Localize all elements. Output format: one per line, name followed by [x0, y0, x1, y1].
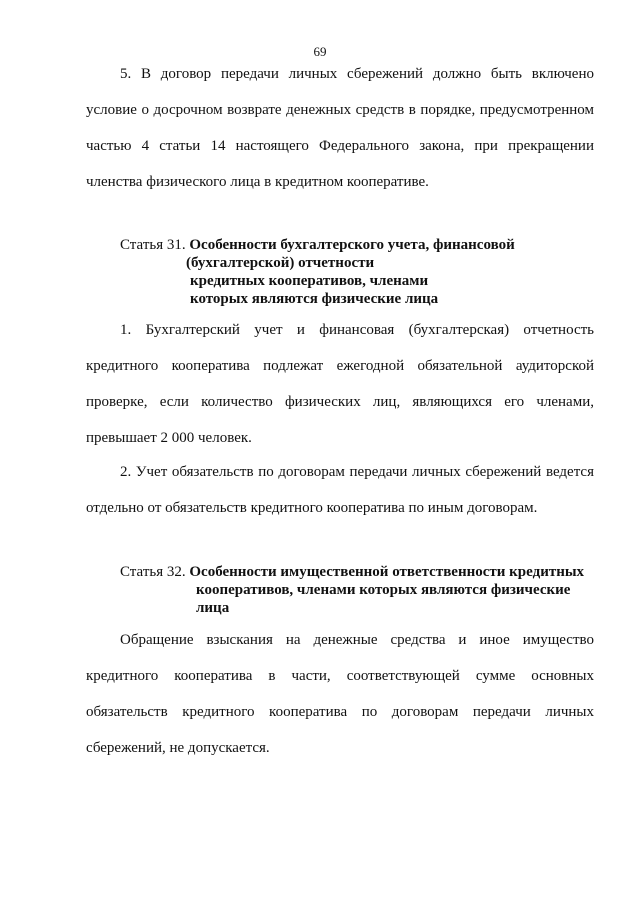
text-line: кредитного кооператива подлежат ежегодной обязательной аудиторской	[86, 358, 594, 374]
article-number: Статья 31.	[120, 237, 190, 253]
text-line: превышает 2 000 человек.	[86, 430, 252, 446]
article-title: (бухгалтерской) отчетности	[186, 255, 375, 271]
article-number: Статья 32.	[120, 564, 190, 580]
article-title: кооперативов, членами которых являются физические	[196, 582, 571, 598]
text-line: членства физического лица в кредитном кооперативе.	[86, 174, 429, 190]
text-line: кредитного кооператива в части, соответствующей сумме основных	[86, 668, 594, 684]
article-title: кредитных кооперативов, членами	[190, 273, 429, 289]
paragraph-contract-condition	[86, 56, 594, 200]
page-number: 69	[313, 44, 327, 59]
article-title: Особенности имущественной ответственности кредитных	[189, 564, 585, 580]
article-title: лица	[196, 600, 230, 616]
paragraph-audit-requirement	[86, 312, 594, 456]
text-line: 5. В договор передачи личных сбережений должно быть включено	[120, 66, 594, 82]
article-31-heading	[120, 236, 515, 308]
text-line: отдельно от обязательств кредитного кооператива по иным договорам.	[86, 500, 538, 516]
text-line: частью 4 статьи 14 настоящего Федерального закона, при прекращении	[86, 138, 594, 154]
article-32-heading	[120, 563, 584, 617]
text-line: проверке, если количество физических лиц, являющихся его членами,	[86, 394, 594, 410]
text-line: 2. Учет обязательств по договорам передачи личных сбережений ведется	[120, 464, 594, 480]
text-line: Обращение взыскания на денежные средства и иное имущество	[120, 632, 594, 648]
article-title: которых являются физические лица	[190, 291, 439, 307]
text-line: 1. Бухгалтерский учет и финансовая (бухгалтерская) отчетность	[120, 322, 594, 338]
text-line: условие о досрочном возврате денежных средств в порядке, предусмотренном	[86, 102, 594, 118]
text-line: сбережений, не допускается.	[86, 740, 270, 756]
paragraph-obligations-accounting	[86, 454, 594, 526]
text-line: обязательств кредитного кооператива по договорам передачи личных	[86, 704, 594, 720]
article-title: Особенности бухгалтерского учета, финансовой	[189, 237, 515, 253]
paragraph-recovery-prohibition	[86, 622, 594, 766]
